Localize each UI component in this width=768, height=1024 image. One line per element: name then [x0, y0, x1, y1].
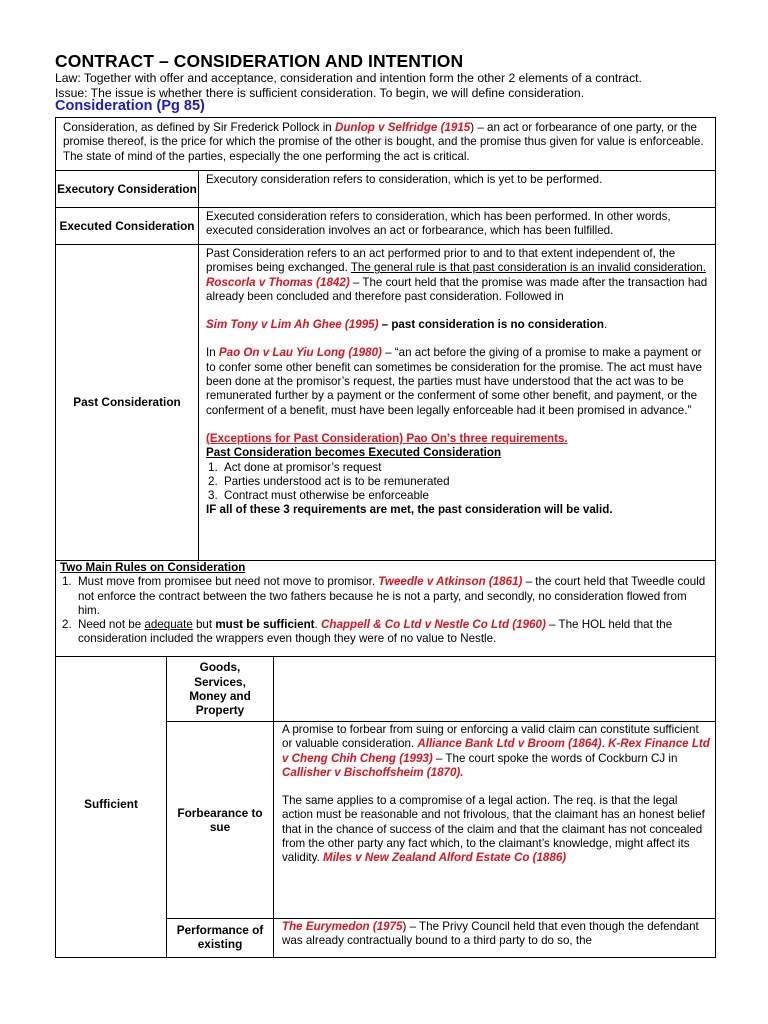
rule2-dot: . — [314, 618, 321, 632]
section-heading: Consideration (Pg 85) — [55, 98, 205, 114]
executed-text: Executed consideration refers to consideration, which has been performed. In other words, executed consideration involves an act or forbearance, which has been fulfilled. — [206, 210, 671, 238]
past-p2 — [206, 276, 711, 305]
rule2-but: but — [192, 618, 216, 632]
past-p4-post: – “an act before the giving of a promise to make a payment or to confer some other benefit can sometimes be consideration for the promise. The act must have been done at the promisor’s request, the parties must have understood that the act was to be remunerated further by a payment or the conferment of some other benefit, and payment, or the conferment of a benefit, must have been legally enforceable had it been promised in advance.” — [206, 346, 702, 417]
case-sim-tony[interactable]: Sim Tony v Lim Ah Ghee (1995) — [206, 318, 379, 332]
past-general-rule: The general rule is that past consideration is an invalid consideration. — [350, 261, 706, 275]
executory-label: Executory Consideration — [57, 181, 197, 196]
f1-pre: A promise to forbear from suing or enforcing a valid claim can constitute sufficient or valuable consideration. — [282, 723, 699, 751]
sufficient-box — [55, 656, 716, 958]
list-num: 3. — [208, 489, 218, 503]
past-becomes: Past Consideration becomes Executed Consideration — [206, 446, 502, 460]
requirements-list — [206, 461, 711, 504]
list-text: Act done at promisor’s request — [224, 460, 382, 474]
rules-heading: Two Main Rules on Consideration — [60, 561, 246, 574]
list-item — [206, 461, 711, 475]
case-eurymedon[interactable]: The Eurymedon (1975 — [282, 920, 403, 933]
definition-box — [55, 117, 716, 171]
issue-line: Issue: The issue is whether there is sufficient consideration. To begin, we will define consideration. — [55, 86, 585, 100]
past-content — [206, 247, 711, 518]
executed-row — [55, 207, 716, 245]
definition-post: – an act or forbearance of one party, or the promise thereof, is the price for which the promise of the other is bought, and the promise thus given for value is enforceable. The state of mind of the parties, especially the one performing the act is critical. — [63, 121, 704, 163]
case-callisher[interactable]: Callisher v Bischoffsheim (1870). — [282, 765, 464, 779]
forbearance-p1 — [282, 723, 710, 780]
list-num: 2. — [208, 474, 218, 488]
past-conclusion: IF all of these 3 requirements are met, the past consideration will be valid. — [206, 503, 613, 517]
list-num: 1. — [62, 575, 72, 589]
performance-label: Performance of existing — [176, 922, 264, 951]
case-pao-on[interactable]: Pao On v Lau Yiu Long (1980) — [218, 346, 382, 360]
list-item — [60, 618, 710, 647]
goods-label: Goods, Services, Money and Property — [189, 660, 251, 718]
list-num: 1. — [208, 460, 218, 474]
definition-paren: ) — [470, 121, 475, 134]
case-k-rex[interactable]: K-Rex Finance Ltd v Cheng Chih Cheng (1993) — [282, 737, 710, 765]
performance-paren: ) — [402, 920, 407, 933]
f2-pre: The same applies to a compromise of a legal action. The req. is that the legal action must be reasonable and not frivolous, that the claimant has an honest belief that in the chance of success of the claim and that the claimant has not concealed from the other party any fact which, to the claimant’s knowledge, might affect its validity. — [282, 794, 705, 865]
past-p3-end: . — [603, 318, 608, 332]
list-item — [60, 575, 710, 618]
definition-case[interactable]: Dunlop v Selfridge (1915 — [334, 121, 471, 134]
case-alliance-bank[interactable]: Alliance Bank Ltd v Broom (1864) — [417, 737, 602, 751]
executed-label: Executed Consideration — [59, 218, 195, 233]
past-label: Past Consideration — [73, 395, 181, 410]
past-p4-pre: In — [206, 346, 219, 360]
rule1-pre: Must move from promisee but need not move to promisor. — [78, 575, 379, 589]
past-p2-post: – The court held that the promise was made after the transaction had already been concluded and therefore past consideration. Followed in — [206, 275, 708, 303]
rules-content — [60, 561, 710, 647]
past-p1 — [206, 247, 711, 276]
case-roscorla[interactable]: Roscorla v Thomas (1842) — [206, 275, 350, 289]
executory-text: Executory consideration refers to consideration, which is yet to be performed. — [206, 173, 603, 186]
past-p3 — [206, 318, 711, 332]
case-miles[interactable]: Miles v New Zealand Alford Estate Co (1886) — [323, 851, 567, 865]
forbearance-p2 — [282, 794, 710, 865]
rule2-post: – The HOL held that the consideration included the wrappers even though they were of no value to Nestle. — [78, 618, 673, 646]
rules-box — [55, 560, 716, 657]
past-p3-post: – past consideration is no consideration — [378, 318, 604, 332]
past-p1-pre: Past Consideration refers to an act performed prior to and to that extent independent of, the promises being exchanged. — [206, 247, 676, 275]
list-text: Contract must otherwise be enforceable — [224, 489, 429, 503]
rule2-adequate: adequate — [144, 618, 193, 632]
rules-list — [60, 575, 710, 646]
definition-pre: Consideration, as defined by Sir Frederick Pollock in — [63, 121, 335, 134]
f1-dot: . — [601, 737, 609, 751]
executory-row — [55, 170, 716, 208]
law-line: Law: Together with offer and acceptance, consideration and intention form the other 2 elements of a contract. — [55, 71, 642, 85]
performance-text — [282, 920, 710, 949]
past-p4 — [206, 346, 711, 417]
forbearance-label: Forbearance to sue — [177, 805, 263, 834]
definition-text — [63, 121, 709, 164]
past-exceptions: (Exceptions for Past Consideration) Pao On’s three requirements. — [206, 431, 568, 445]
list-num: 2. — [62, 618, 72, 632]
rule1-post: – the court held that Tweedle could not enforce the contract between the two fathers because he is not a party, and secondly, no consideration flowed from him. — [78, 575, 706, 617]
list-item — [206, 489, 711, 503]
list-text: Parties understood act is to be remunerated — [224, 474, 450, 488]
document-title: CONTRACT – CONSIDERATION AND INTENTION — [55, 51, 464, 71]
rule2-pre: Need not be — [78, 618, 145, 632]
performance-post: – The Privy Council held that even though the defendant was already contractually bound to a third party to do so, the — [282, 920, 699, 948]
forbearance-content — [282, 723, 710, 866]
rule2-bold: must be sufficient — [215, 618, 315, 632]
list-item — [206, 475, 711, 489]
case-tweedle[interactable]: Tweedle v Atkinson (1861) — [378, 575, 523, 589]
f1-mid: – The court spoke the words of Cockburn CJ in — [432, 751, 678, 765]
sufficient-label: Sufficient — [84, 797, 138, 812]
case-chappell[interactable]: Chappell & Co Ltd v Nestle Co Ltd (1960) — [321, 618, 546, 632]
past-row — [55, 244, 716, 561]
